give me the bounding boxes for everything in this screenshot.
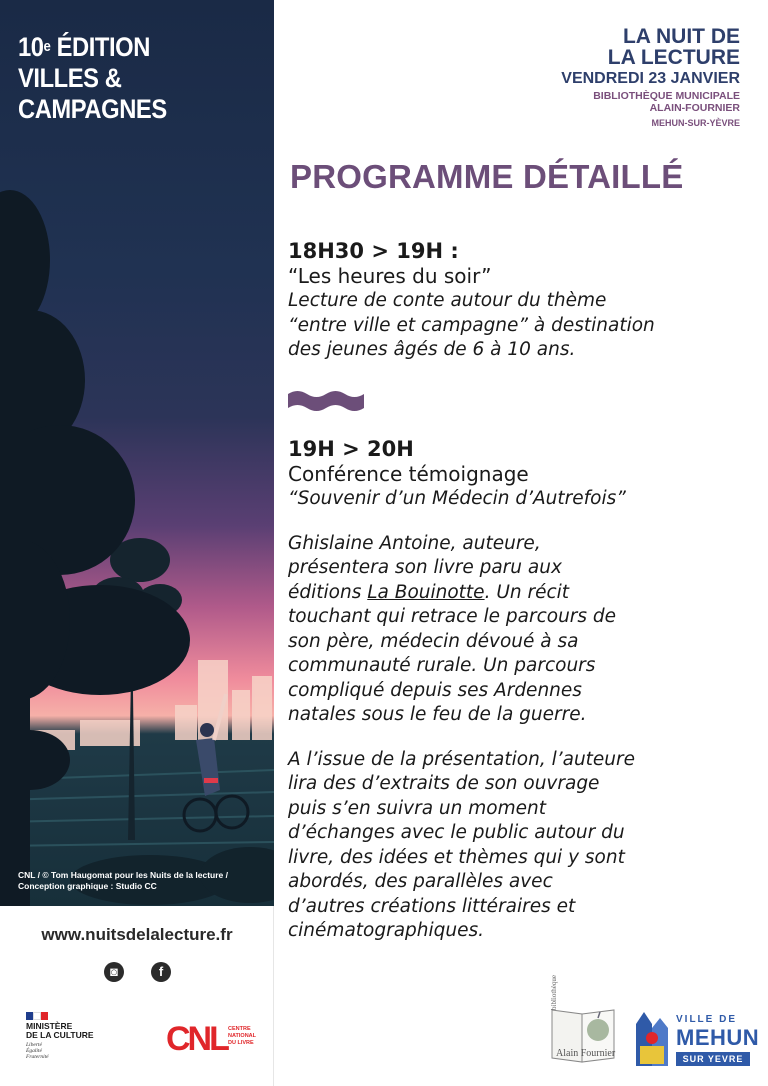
- publisher-link[interactable]: La Bouinotte: [367, 581, 485, 603]
- night-landscape-illustration: [0, 0, 274, 906]
- program-title: PROGRAMME DÉTAILLÉ: [290, 158, 684, 195]
- cnl-logo: CNL: [166, 1020, 227, 1058]
- cnl-logo-subtitle: CENTRE NATIONAL DU LIVRE: [228, 1026, 257, 1046]
- poster-banner: [0, 0, 274, 1086]
- wave-divider: [288, 390, 364, 412]
- library-logo-text: Alain Fournier: [556, 1048, 616, 1059]
- slot-time: 19H > 20H: [288, 437, 414, 461]
- facebook-icon[interactable]: f: [151, 962, 171, 982]
- description-paragraph-1: Ghislaine Antoine, auteure, présentera son livre paru aux éditions La Bouinotte. Un récit touchant qui retrace le parcours de son père, médecin dévoué à sa communauté rurale. Un parcours compliqué depuis ses Ardennes natales sous le feu de la guerre.: [288, 532, 617, 725]
- website-link[interactable]: www.nuitsdelalecture.fr: [41, 925, 233, 944]
- slot-subtitle: “Souvenir d’un Médecin d’Autrefois”: [288, 488, 626, 509]
- event-date: VENDREDI 23 JANVIER: [561, 70, 740, 87]
- edition-title: 10e ÉDITION VILLES & CAMPAGNES: [18, 32, 167, 124]
- venue: BIBLIOTHÈQUE MUNICIPALE ALAIN-FOURNIER: [593, 90, 740, 114]
- city-name: MEHUN: [676, 1025, 760, 1050]
- illustration-credit: CNL / © Tom Haugomat pour les Nuits de la lecture / Conception graphique : Studio CC: [18, 870, 228, 891]
- french-flag-icon: [26, 1012, 48, 1020]
- slot-title: Conférence témoignage: [288, 462, 529, 486]
- town: MEHUN-SUR-YÈVRE: [651, 118, 740, 128]
- city-subtitle: SUR YEVRE: [676, 1052, 750, 1066]
- program-slot-1: [288, 238, 748, 363]
- program-slot-2: [288, 436, 748, 944]
- city-label: VILLE DE: [676, 1014, 738, 1025]
- slot-time: 18H30 > 19H :: [288, 239, 459, 263]
- instagram-icon[interactable]: ◙: [104, 962, 124, 982]
- ministry-of-culture-logo: MINISTÈRE DE LA CULTURE Liberté Égalité Fraternité: [26, 1012, 136, 1060]
- library-logo-caption: bibliothèque: [550, 975, 558, 1010]
- description-paragraph-2: A l’issue de la présentation, l’auteure lira des d’extraits de son ouvrage puis s’en suivra un moment d’échanges avec le public autour du livre, des idées et thèmes qui y sont abordés, des parallèles avec d’autres créations littéraires et cinématographiques.: [288, 748, 636, 941]
- slot-description: Lecture de conte autour du thème “entre ville et campagne” à destination des jeunes âgés de 6 à 10 ans.: [288, 290, 655, 360]
- illustration: [0, 0, 274, 906]
- event-name: LA NUIT DE LA LECTURE: [607, 25, 740, 69]
- event-header: [561, 26, 740, 129]
- slot-title: “Les heures du soir”: [288, 264, 492, 288]
